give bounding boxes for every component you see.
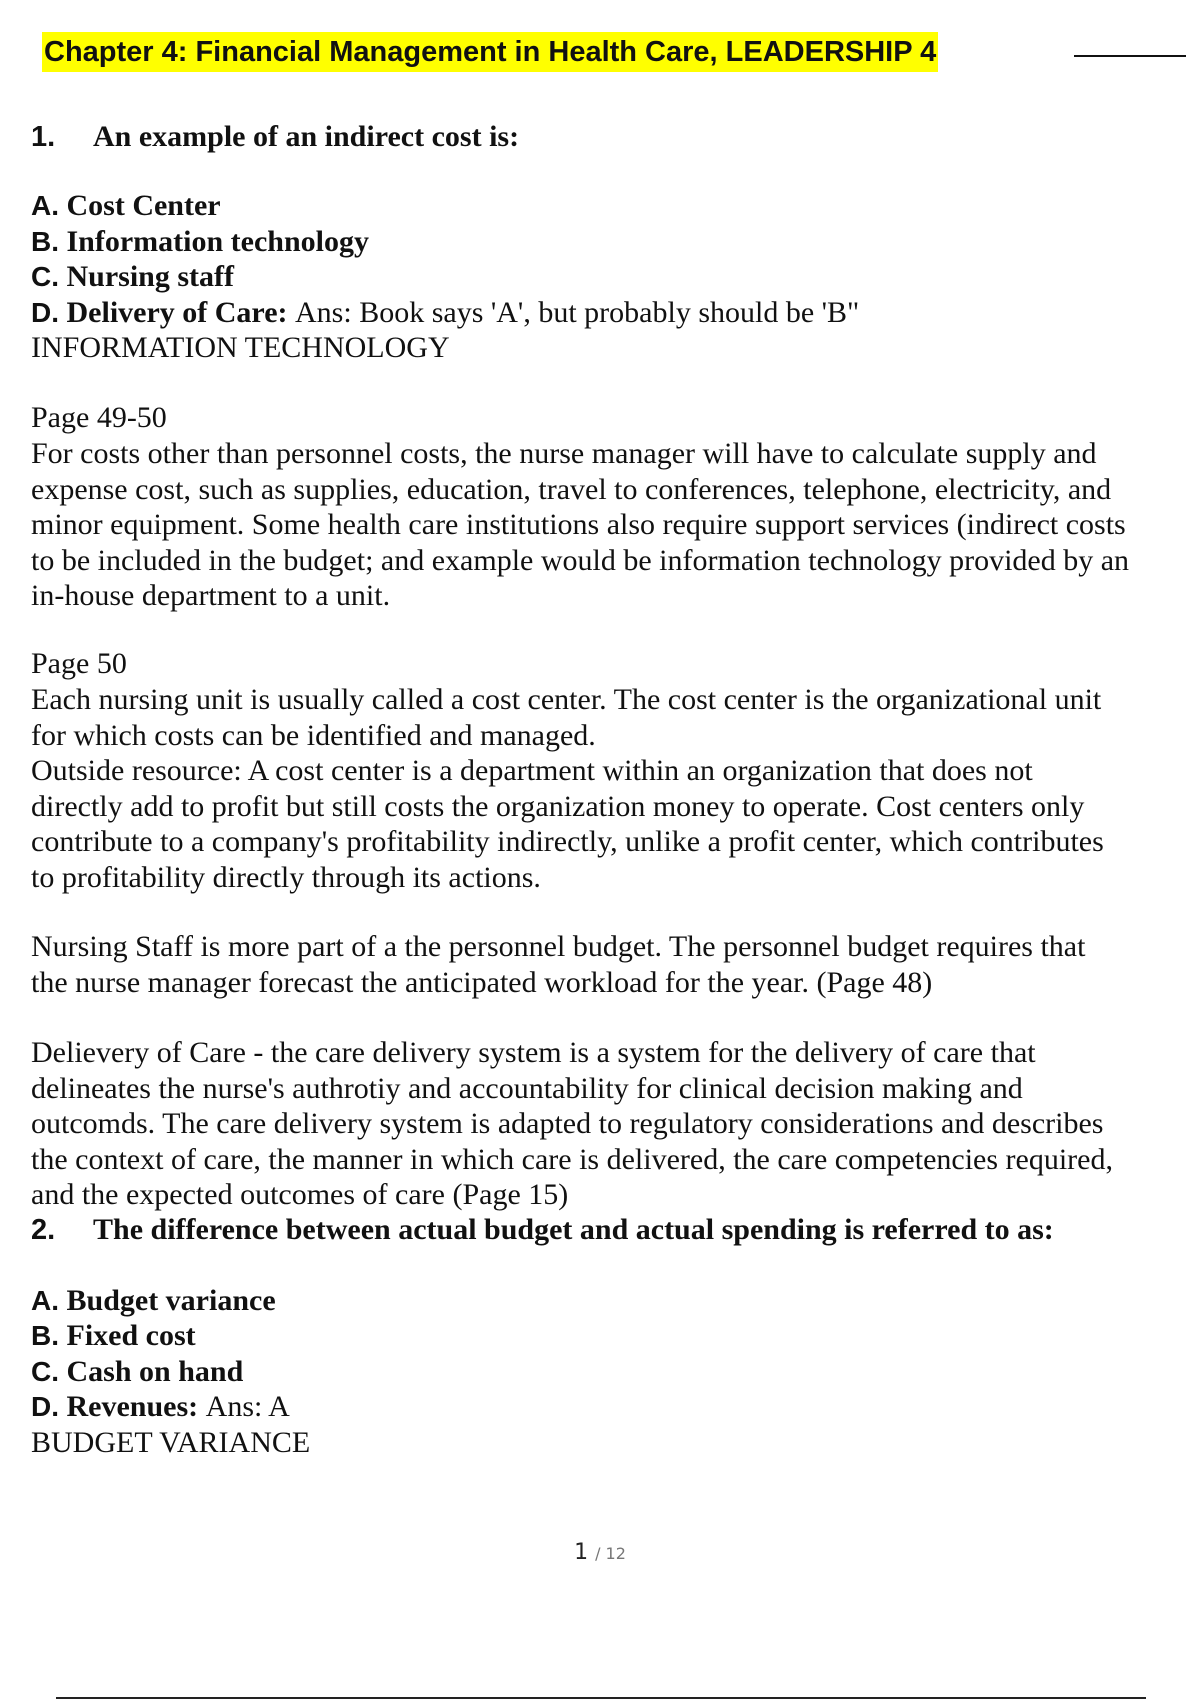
question-2-option-c	[31, 1354, 243, 1390]
explanation-page-ref	[31, 400, 1200, 436]
text-line: expense cost, such as supplies, education, travel to conferences, telephone, electricity, and	[31, 472, 1112, 506]
explanation-page-ref	[31, 646, 1200, 682]
explanation-paragraph	[31, 436, 1200, 614]
option-letter: A.	[31, 1285, 59, 1316]
question-2-answer-label: BUDGET VARIANCE	[31, 1426, 311, 1459]
option-text: Nursing staff	[66, 260, 235, 293]
text-line: Outside resource: A cost center is a department within an organization that does not	[31, 754, 1033, 787]
title-row	[42, 32, 1142, 74]
option-text: Cost Center	[66, 189, 221, 222]
text-line: minor equipment. Some health care institutions also require support services (indirect costs	[31, 508, 1126, 541]
question-2-heading	[31, 1212, 1054, 1248]
page-indicator	[0, 1540, 1200, 1565]
option-letter: B.	[31, 226, 59, 257]
question-number: 1.	[31, 121, 56, 153]
question-1-heading	[31, 119, 519, 155]
question-text: The difference between actual budget and actual spending is referred to as:	[93, 1213, 1054, 1246]
text-line: delineates the nurse's authrotiy and accountability for clinical decision making and	[31, 1071, 1023, 1105]
question-1-option-a	[31, 188, 221, 224]
text-line: to be included in the budget; and example would be information technology provided by an	[31, 543, 1130, 577]
text-line: in-house department to a unit.	[31, 579, 391, 612]
question-text: An example of an indirect cost is:	[93, 120, 520, 153]
text-line: Each nursing unit is usually called a cost center. The cost center is the organizational unit	[31, 683, 1102, 716]
option-letter: C.	[31, 1356, 59, 1387]
text-line: and the expected outcomes of care (Page 15)	[31, 1178, 569, 1211]
question-1-option-b	[31, 224, 369, 260]
text-line: For costs other than personnel costs, the nurse manager will have to calculate supply and	[31, 437, 1097, 470]
option-text: Budget variance	[66, 1284, 276, 1317]
option-letter: D.	[31, 1391, 59, 1422]
option-letter: A.	[31, 190, 59, 221]
text-line: the context of care, the manner in which care is delivered, the care competencies required,	[31, 1142, 1113, 1176]
option-text: Revenues:	[66, 1390, 199, 1423]
question-2-option-d	[31, 1389, 290, 1425]
question-2-option-a	[31, 1283, 276, 1319]
question-1-answer-label: INFORMATION TECHNOLOGY	[31, 331, 450, 364]
page-bottom-rule	[56, 1697, 1146, 1699]
text-line: Page 50	[31, 647, 127, 680]
text-line: Delievery of Care - the care delivery system is a system for the delivery of care that	[31, 1036, 1036, 1069]
question-2-option-b	[31, 1318, 196, 1354]
option-text: Fixed cost	[66, 1319, 196, 1352]
option-letter: B.	[31, 1320, 59, 1351]
option-text: Delivery of Care:	[66, 296, 288, 329]
text-line: for which costs can be identified and managed.	[31, 718, 596, 752]
option-text: Cash on hand	[66, 1355, 244, 1388]
option-letter: C.	[31, 261, 59, 292]
text-line: Page 49-50	[31, 401, 167, 434]
text-line: to profitability directly through its actions.	[31, 860, 541, 894]
question-1-option-c	[31, 259, 234, 295]
text-line: the nurse manager forecast the anticipated workload for the year. (Page 48)	[31, 965, 933, 999]
option-text: Information technology	[66, 225, 369, 258]
explanation-paragraph	[31, 682, 1200, 895]
answer-note: Ans: Book says 'A', but probably should be 'B"	[295, 296, 860, 329]
text-line: contribute to a company's profitability indirectly, unlike a profit center, which contributes	[31, 825, 1104, 858]
text-line: Nursing Staff is more part of a the personnel budget. The personnel budget requires that	[31, 930, 1086, 963]
text-line: outcomds. The care delivery system is adapted to regulatory considerations and describes	[31, 1107, 1104, 1140]
question-number: 2.	[31, 1214, 56, 1246]
answer-note: Ans: A	[205, 1390, 290, 1423]
text-line: directly add to profit but still costs the organization money to operate. Cost centers only	[31, 789, 1085, 823]
total-pages: / 12	[595, 1544, 626, 1563]
title-underline	[1074, 55, 1186, 57]
explanation-paragraph	[31, 929, 1200, 1000]
option-letter: D.	[31, 297, 59, 328]
current-page-number: 1	[574, 1540, 589, 1565]
question-1-option-d	[31, 295, 859, 331]
explanation-paragraph	[31, 1035, 1200, 1213]
document-title: Chapter 4: Financial Management in Health Care, LEADERSHIP 4	[42, 32, 938, 72]
